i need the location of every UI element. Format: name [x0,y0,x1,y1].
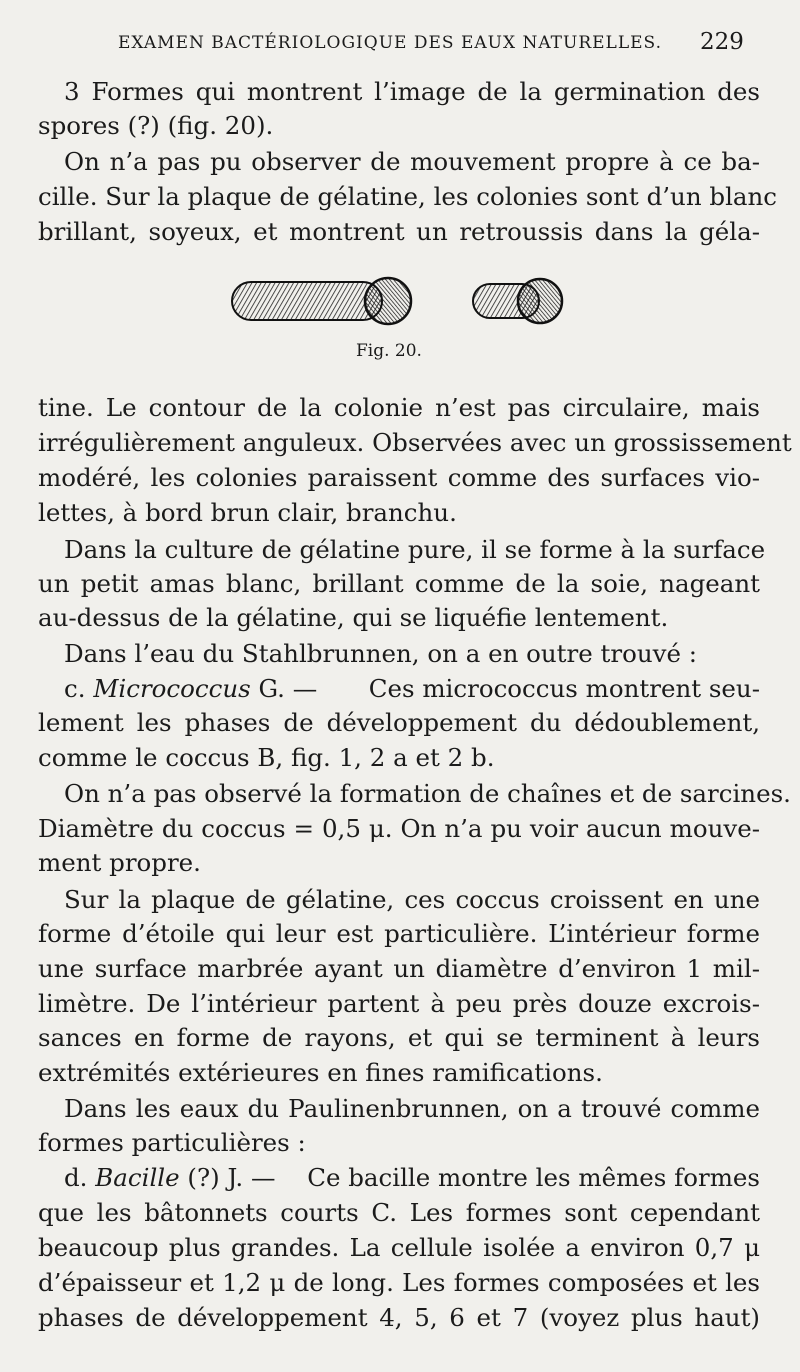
text-line: brillant, soyeux, et montrent un retroussis dans la géla- [38,217,760,246]
heading-c-prefix: c. [64,674,86,703]
heading-d-text: Ce bacille montre les mêmes formes [307,1163,760,1192]
text-line: limètre. De l’intérieur partent à peu près douze excrois- [38,989,760,1018]
text-line: que les bâtonnets courts C. Les formes sont cependant [38,1198,760,1227]
short-rod-with-spore [473,279,562,323]
text-line: On n’a pas observé la formation de chaînes et de sarcines. [64,779,791,808]
section-heading-d [38,1162,760,1196]
figure-caption: Fig. 20. [356,341,422,361]
heading-d-prefix: d. [64,1163,88,1192]
heading-c-lead [64,673,317,707]
text-line: lettes, à bord brun clair, branchu. [38,498,457,527]
text-line: extrémités extérieures en fines ramifications. [38,1058,603,1087]
text-line: beaucoup plus grandes. La cellule isolée a environ 0,7 μ [38,1233,760,1262]
text-line: lement les phases de développement du dédoublement, [38,708,760,737]
text-line: Diamètre du coccus = 0,5 μ. On n’a pu voir aucun mouve- [38,814,760,843]
figure-20-illustration [230,272,570,334]
text-line: Dans l’eau du Stahlbrunnen, on a en outre trouvé : [64,639,697,668]
text-line: une surface marbrée ayant un diamètre d’environ 1 mil- [38,954,760,983]
text-line: Sur la plaque de gélatine, ces coccus croissent en une [64,885,760,914]
heading-d-name: Bacille [95,1163,180,1192]
text-line: un petit amas blanc, brillant comme de la soie, nageant [38,569,760,598]
text-line: modéré, les colonies paraissent comme des surfaces vio- [38,463,760,492]
long-rod-with-spore [232,278,411,324]
text-line: forme d’étoile qui leur est particulière. L’intérieur forme [38,919,760,948]
text-line: ment propre. [38,848,201,877]
text-line: phases de développement 4, 5, 6 et 7 (voyez plus haut) [38,1303,760,1332]
heading-c-suffix: G. — [258,674,318,703]
text-line: tine. Le contour de la colonie n’est pas circulaire, mais [38,393,760,422]
text-line: Dans les eaux du Paulinenbrunnen, on a trouvé comme [64,1094,760,1123]
text-line: formes particulières : [38,1128,306,1157]
text-line: au-dessus de la gélatine, qui se liquéfie lentement. [38,603,669,632]
heading-c-name: Micrococcus [93,674,251,703]
text-line: Dans la culture de gélatine pure, il se forme à la surface [64,535,766,564]
text-line: d’épaisseur et 1,2 μ de long. Les formes composées et les [38,1268,760,1297]
heading-d-suffix: (?) J. — [187,1163,276,1192]
heading-d-lead [64,1162,275,1196]
text-line: comme le coccus B, fig. 1, 2 a et 2 b. [38,743,495,772]
text-line: 3 Formes qui montrent l’image de la germination des [64,77,760,106]
heading-c-text: Ces micrococcus montrent seu- [368,674,760,703]
text-line: irrégulièrement anguleux. Observées avec un grossissement [38,428,792,457]
text-line: sances en forme de rayons, et qui se terminent à leurs [38,1023,760,1052]
section-heading-c [38,673,760,707]
text-line: cille. Sur la plaque de gélatine, les colonies sont d’un blanc [38,182,778,211]
running-header [0,29,800,63]
text-line: On n’a pas pu observer de mouvement propre à ce ba- [64,147,760,176]
text-line: spores (?) (fig. 20). [38,111,274,140]
page-number: 229 [700,29,744,55]
running-title: EXAMEN BACTÉRIOLOGIQUE DES EAUX NATURELLES. [118,33,662,53]
